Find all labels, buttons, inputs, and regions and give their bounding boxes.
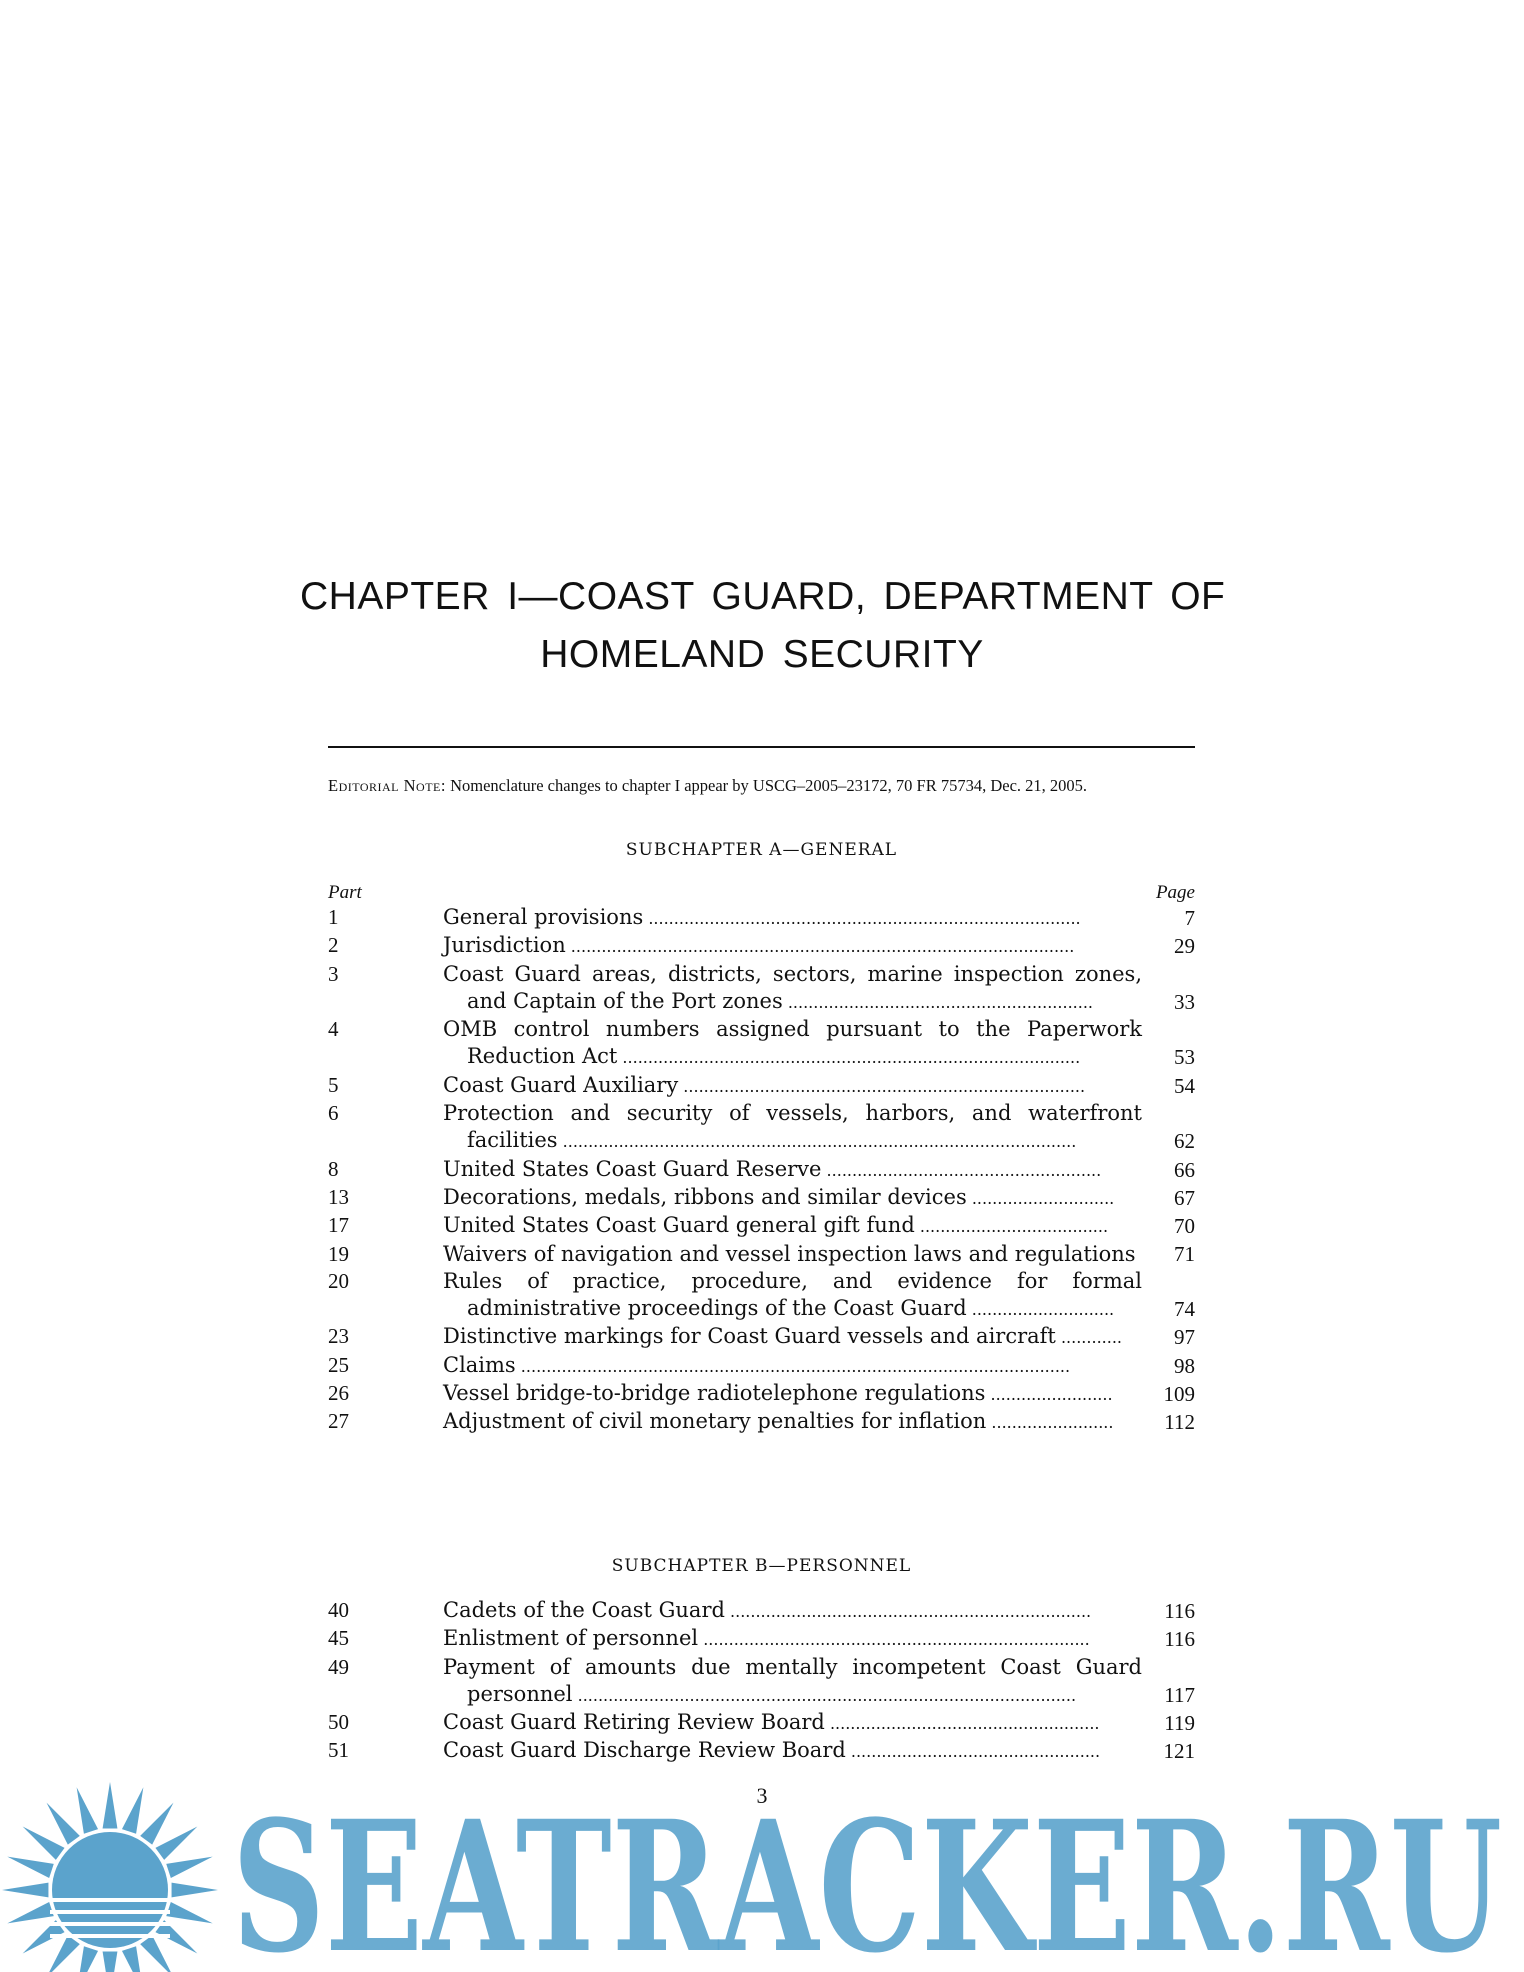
toc-row bbox=[328, 1709, 1195, 1737]
dot-leader: ............................................................................................................ bbox=[515, 1356, 1071, 1376]
toc-row bbox=[328, 1268, 1195, 1324]
toc-page-number: 112 bbox=[1164, 1410, 1195, 1435]
toc-entry-title bbox=[443, 1709, 1142, 1737]
chapter-title-line-2: HOMELAND SECURITY bbox=[540, 633, 984, 676]
toc-row bbox=[328, 1156, 1195, 1184]
toc-entry-title-text: Adjustment of civil monetary penalties for inflation bbox=[443, 1409, 987, 1434]
toc-entry-title-text: Protection and security of vessels, harbors, and waterfront facilities bbox=[443, 1101, 1142, 1153]
dot-leader: ..................................... bbox=[914, 1217, 1109, 1237]
dot-leader: ............................................................................... bbox=[678, 1076, 1086, 1096]
toc-entry-title bbox=[443, 932, 1142, 960]
page-number: 3 bbox=[756, 1783, 768, 1808]
toc-part-number: 3 bbox=[328, 961, 339, 986]
toc-entry-title-text: Decorations, medals, ribbons and similar devices bbox=[443, 1184, 967, 1209]
dot-leader: ..................................................................................... bbox=[643, 909, 1081, 928]
toc-entry-title bbox=[443, 1100, 1142, 1156]
toc-page-number: 62 bbox=[1174, 1129, 1195, 1154]
toc-page-number: 116 bbox=[1164, 1599, 1195, 1623]
chapter-title bbox=[300, 568, 1224, 684]
toc-part-number: 27 bbox=[328, 1409, 349, 1434]
toc-page-number: 98 bbox=[1174, 1353, 1195, 1378]
toc-part-number: 8 bbox=[328, 1156, 339, 1181]
toc-entry-title-text: Waivers of navigation and vessel inspection laws and regulations bbox=[443, 1241, 1136, 1266]
dot-leader: ............ bbox=[1055, 1328, 1122, 1348]
toc-entry-title bbox=[443, 1016, 1142, 1072]
dot-leader: ............................ bbox=[966, 1300, 1115, 1320]
toc-part-number: 25 bbox=[328, 1352, 349, 1377]
toc-part-number: 23 bbox=[328, 1324, 349, 1349]
toc-entry-title-text: Coast Guard Auxiliary bbox=[443, 1072, 679, 1097]
toc-page-number: 54 bbox=[1174, 1073, 1195, 1098]
editorial-note-label: Editorial Note: bbox=[328, 776, 446, 795]
toc-part-number: 26 bbox=[328, 1381, 349, 1406]
toc-part-number: 1 bbox=[328, 905, 339, 929]
toc-entry-title bbox=[443, 1625, 1142, 1653]
toc-entry-title-text: Jurisdiction bbox=[443, 933, 566, 958]
toc-entry-title bbox=[443, 1156, 1142, 1184]
toc-row bbox=[328, 904, 1195, 932]
toc-row bbox=[328, 1352, 1195, 1380]
toc-row bbox=[328, 1100, 1195, 1156]
toc-part-number: 2 bbox=[328, 933, 339, 958]
toc-rows-a bbox=[328, 904, 1195, 1437]
dot-leader: .................................................................................................. bbox=[572, 1685, 1077, 1705]
toc-page-number: 33 bbox=[1174, 989, 1195, 1014]
toc-entry-title bbox=[443, 1380, 1142, 1408]
toc-entry-title bbox=[443, 1352, 1142, 1380]
toc-part-number: 5 bbox=[328, 1072, 339, 1097]
toc-page-number: 74 bbox=[1174, 1297, 1195, 1322]
dot-leader: ............................................................................ bbox=[698, 1630, 1090, 1650]
toc-entry-title-text: Coast Guard Retiring Review Board bbox=[443, 1710, 825, 1735]
toc-page-number: 117 bbox=[1164, 1682, 1195, 1707]
dot-leader: ..................................................... bbox=[824, 1714, 1100, 1734]
toc-row bbox=[328, 932, 1195, 960]
toc-entry-title-text: United States Coast Guard general gift fund bbox=[443, 1213, 915, 1238]
dot-leader: ........................ bbox=[986, 1413, 1114, 1433]
sun-icon bbox=[2, 1782, 218, 1972]
toc-row bbox=[328, 1380, 1195, 1408]
subchapter-a-heading: SUBCHAPTER A—GENERAL bbox=[625, 840, 898, 860]
toc-page-number: 116 bbox=[1164, 1627, 1195, 1652]
dot-leader: ................................................. bbox=[845, 1742, 1101, 1762]
toc-row bbox=[328, 1408, 1195, 1436]
toc-row bbox=[328, 1016, 1195, 1072]
toc-row bbox=[328, 1212, 1195, 1240]
dot-leader: ...................................................... bbox=[821, 1160, 1102, 1180]
dot-leader: ..................................................................................................... bbox=[557, 1132, 1077, 1152]
watermark-text: SEATRACKER.RU bbox=[232, 1782, 1502, 1972]
toc-entry-title bbox=[443, 1654, 1142, 1710]
toc-entry-title-text: Claims bbox=[443, 1352, 516, 1377]
toc-page-number: 109 bbox=[1163, 1382, 1195, 1407]
toc-row bbox=[328, 1323, 1195, 1351]
toc-entry-title-text: General provisions bbox=[443, 905, 644, 929]
toc-entry-title-text: Rules of practice, procedure, and evidence for formal administrative proceedings of the Coast Guard bbox=[443, 1268, 1142, 1321]
toc-part-number: 4 bbox=[328, 1017, 339, 1042]
toc-part-number: 51 bbox=[328, 1738, 349, 1763]
toc-row bbox=[328, 1625, 1195, 1653]
toc-part-number: 40 bbox=[328, 1598, 349, 1622]
toc-row bbox=[328, 1184, 1195, 1212]
toc-entry-title-text: Coast Guard areas, districts, sectors, marine inspection zones, and Captain of the Port zones bbox=[443, 961, 1142, 1013]
toc-subchapter-a bbox=[328, 882, 1195, 1437]
toc-part-number: 20 bbox=[328, 1268, 349, 1293]
toc-entry-title bbox=[443, 904, 1142, 932]
toc-row bbox=[328, 1241, 1195, 1268]
toc-part-number: 19 bbox=[328, 1241, 349, 1266]
toc-row bbox=[328, 1597, 1195, 1625]
toc-page-number: 67 bbox=[1174, 1185, 1195, 1210]
toc-page-number: 119 bbox=[1164, 1711, 1195, 1736]
toc-part-number: 13 bbox=[328, 1184, 349, 1209]
toc-entry-title bbox=[443, 1212, 1142, 1240]
dot-leader: ........................ bbox=[985, 1385, 1113, 1405]
toc-entry-title bbox=[443, 1408, 1142, 1436]
toc-entry-title bbox=[443, 1184, 1142, 1212]
toc-part-number: 17 bbox=[328, 1213, 349, 1238]
toc-page-number: 121 bbox=[1163, 1739, 1195, 1764]
watermark-logo bbox=[0, 1740, 1524, 1972]
toc-row bbox=[328, 1654, 1195, 1710]
toc-entry-title-text: OMB control numbers assigned pursuant to the Paperwork Reduction Act bbox=[443, 1017, 1142, 1069]
dot-leader: ................................................................................................... bbox=[565, 937, 1075, 957]
toc-entry-title-text: Vessel bridge-to-bridge radiotelephone regulations bbox=[443, 1381, 986, 1406]
toc-part-number: 45 bbox=[328, 1626, 349, 1651]
dot-leader: ............................................................ bbox=[782, 992, 1093, 1012]
toc-row bbox=[328, 961, 1195, 1017]
toc-part-number: 6 bbox=[328, 1101, 339, 1126]
toc-entry-title bbox=[443, 1241, 1142, 1268]
toc-page-number: 70 bbox=[1174, 1214, 1195, 1239]
part-column-header: Part bbox=[328, 882, 362, 903]
toc-entry-title-text: Payment of amounts due mentally incompetent Coast Guard personnel bbox=[443, 1654, 1142, 1706]
toc-page-number: 29 bbox=[1174, 934, 1195, 959]
toc-entry-title-text: United States Coast Guard Reserve bbox=[443, 1156, 822, 1181]
horizontal-rule bbox=[328, 746, 1195, 748]
toc-entry-title bbox=[443, 1323, 1142, 1351]
toc-column-headers bbox=[328, 882, 1195, 904]
toc-page-number: 97 bbox=[1174, 1325, 1195, 1350]
editorial-note bbox=[328, 776, 1195, 796]
toc-entry-title bbox=[443, 1072, 1142, 1100]
toc-part-number: 50 bbox=[328, 1710, 349, 1735]
editorial-note-text: Nomenclature changes to chapter I appear by USCG–2005–23172, 70 FR 75734, Dec. 21, 2005. bbox=[450, 776, 1088, 795]
dot-leader: ............................ bbox=[966, 1188, 1115, 1208]
dot-leader: .......................................................................................... bbox=[617, 1048, 1081, 1068]
toc-entry-title bbox=[443, 961, 1142, 1017]
page-column-header: Page bbox=[1155, 882, 1195, 903]
toc-row bbox=[328, 1072, 1195, 1100]
toc-page-number: 7 bbox=[1184, 906, 1195, 930]
chapter-title-line-1: CHAPTER I—COAST GUARD, DEPARTMENT OF bbox=[300, 575, 1226, 618]
toc-entry-title-text: Cadets of the Coast Guard bbox=[443, 1598, 725, 1622]
toc-part-number: 49 bbox=[328, 1654, 349, 1679]
toc-entry-title-text: Coast Guard Discharge Review Board bbox=[443, 1738, 846, 1763]
toc-entry-title-text: Distinctive markings for Coast Guard vessels and aircraft bbox=[443, 1324, 1056, 1349]
dot-leader: ....................................................................... bbox=[724, 1602, 1092, 1621]
subchapter-b-heading: SUBCHAPTER B—PERSONNEL bbox=[611, 1556, 912, 1576]
toc-entry-title bbox=[443, 1268, 1142, 1324]
toc-page-number: 53 bbox=[1174, 1045, 1195, 1070]
toc-page-number: 66 bbox=[1174, 1157, 1195, 1182]
toc-page-number: 71 bbox=[1174, 1241, 1195, 1266]
toc-entry-title-text: Enlistment of personnel bbox=[443, 1626, 699, 1651]
toc-entry-title bbox=[443, 1597, 1142, 1625]
